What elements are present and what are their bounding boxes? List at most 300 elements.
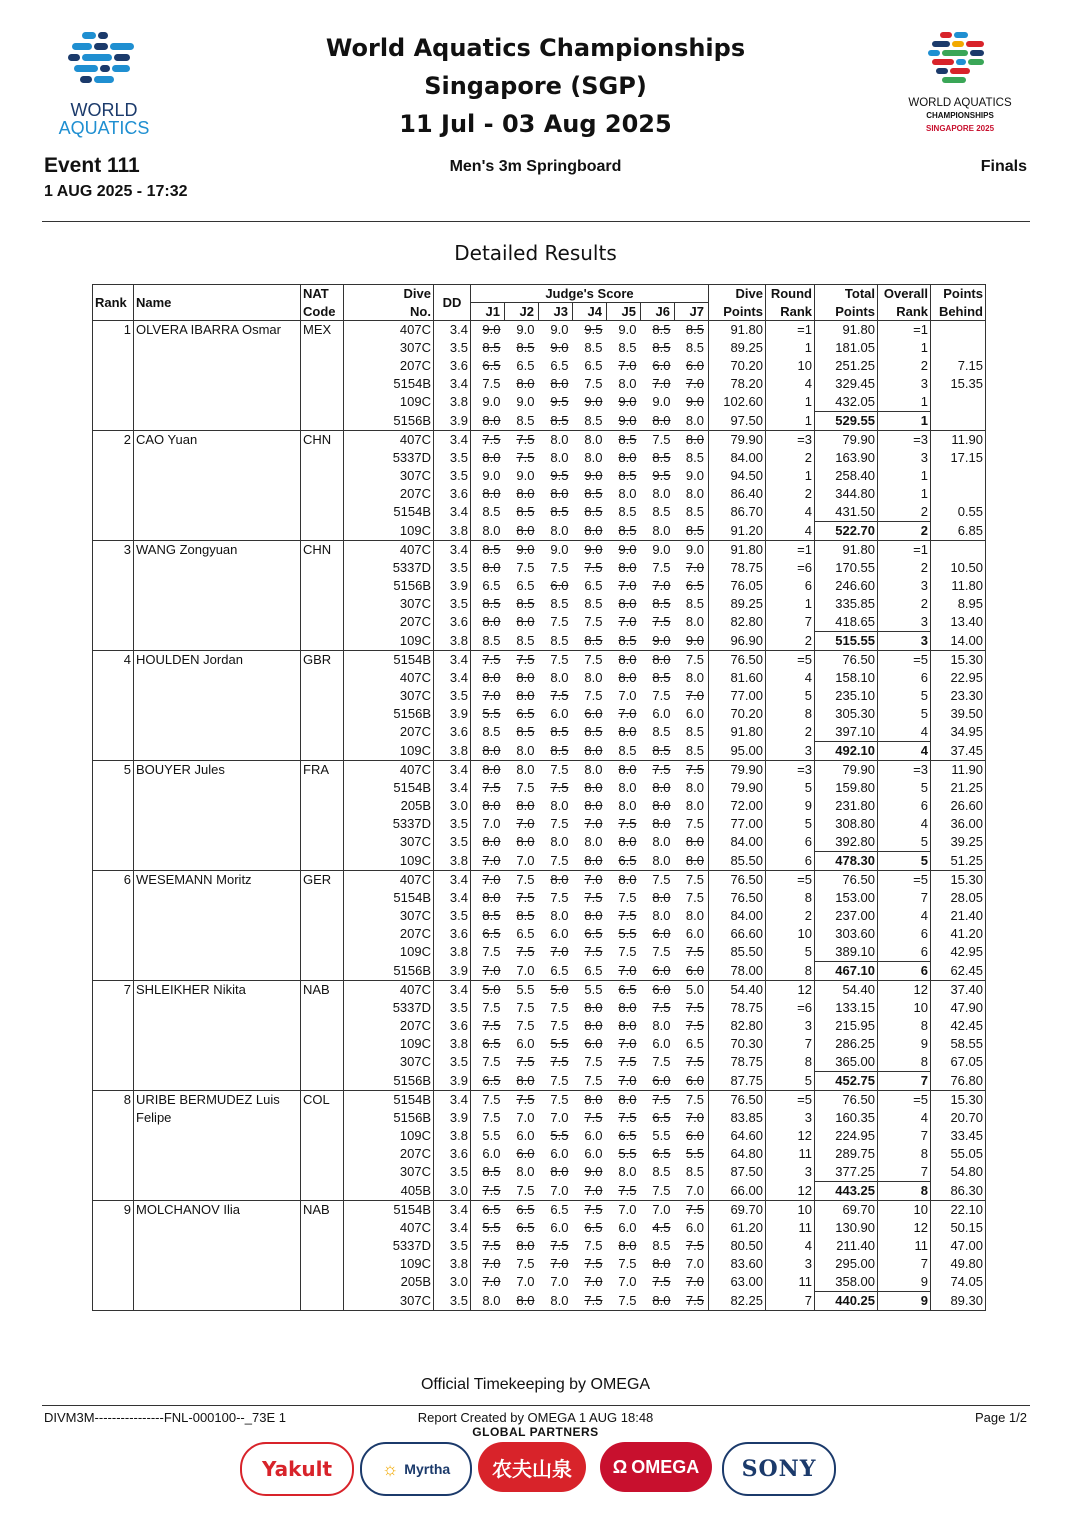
judge-score-6: 8.0 [652,486,671,501]
col-round-rank: Round [766,285,815,303]
judge-score-3: 5.0 [539,981,573,1000]
athlete-nat [301,1145,344,1163]
degree-of-difficulty: 3.5 [434,559,471,577]
athlete-nat [301,449,344,467]
dive-points: 79.90 [709,779,766,797]
athlete-nat [301,779,344,797]
athlete-rank [93,1273,134,1292]
points-behind: 26.60 [931,797,986,815]
athlete-name [134,1035,301,1053]
judge-score-3: 6.0 [550,1220,569,1235]
judge-score-5: 7.5 [618,1110,637,1125]
judge-score-5: 7.0 [618,358,637,373]
athlete-rank: 7 [93,981,134,1000]
dive-row [93,962,986,981]
judge-score-3: 7.5 [539,1091,573,1110]
col-nat: NAT [301,285,344,303]
total-points: 237.00 [815,907,878,925]
dive-number: 5154B [344,1201,434,1220]
dive-number: 109C [344,852,434,871]
judge-score-7: 7.5 [685,890,704,905]
judge-score-3: 6.5 [550,358,569,373]
judge-score-7: 5.5 [685,1146,704,1161]
judge-score-6: 7.5 [652,1000,671,1015]
judge-score-3: 7.5 [550,1000,569,1015]
dive-row [93,613,986,632]
points-behind [931,321,986,340]
omega-icon: Ω [612,1456,628,1477]
judge-score-5: 8.0 [618,670,637,685]
judge-score-1: 6.5 [471,1035,505,1053]
judge-score-2: 8.5 [516,632,535,648]
dive-number: 109C [344,1255,434,1273]
athlete-name [134,595,301,613]
judge-score-2: 7.5 [516,780,535,795]
overall-rank: 12 [878,981,931,1000]
dive-row [93,742,986,761]
athlete-rank [93,889,134,907]
judge-score-2: 5.5 [505,981,539,1000]
dive-points: 87.75 [709,1072,766,1091]
judge-score-4: 6.0 [584,706,603,721]
judge-score-3: 8.0 [550,522,569,538]
overall-rank: =3 [878,431,931,450]
judge-score-7: 7.0 [685,376,704,391]
points-behind: 62.45 [931,962,986,981]
dive-number: 407C [344,871,434,890]
athlete-rank [93,1035,134,1053]
judge-score-1: 8.5 [471,339,505,357]
judge-score-6: 7.5 [652,614,671,630]
points-behind: 21.40 [931,907,986,925]
judge-score-7: 7.5 [685,816,704,831]
points-behind: 7.15 [931,357,986,375]
points-behind: 36.00 [931,815,986,833]
judge-score-2: 8.0 [516,742,535,758]
judge-score-2: 6.5 [505,1201,539,1220]
overall-rank: 6 [878,797,931,815]
judge-score-7: 8.0 [685,614,704,630]
athlete-name [134,1273,301,1292]
judge-score-7: 8.5 [685,1164,704,1180]
dive-points: 86.70 [709,503,766,522]
athlete-name [134,1255,301,1273]
athlete-rank [93,1163,134,1182]
judge-score-6: 6.0 [641,981,675,1000]
points-behind: 13.40 [931,613,986,632]
results-body [93,321,986,1311]
sponsor-omega [600,1442,712,1492]
judge-score-4: 7.5 [584,1072,603,1088]
judge-score-4: 8.5 [584,724,603,740]
round-rank: 10 [766,925,815,943]
judge-score-7: 6.0 [685,1128,704,1143]
points-behind [931,412,986,431]
judge-score-7: 7.0 [685,1110,704,1125]
judge-score-5: 8.0 [618,834,637,850]
total-points: 515.55 [815,632,878,651]
dive-points: 77.00 [709,687,766,705]
judge-score-1: 8.5 [471,1163,505,1182]
judge-score-3: 7.5 [550,1054,569,1070]
col-dive: Dive [344,285,434,303]
overall-rank: 5 [878,779,931,797]
timekeeping-note: Official Timekeeping by OMEGA [420,1376,651,1393]
total-points: 170.55 [815,559,878,577]
dive-points: 64.80 [709,1145,766,1163]
sponsor-myrtha [360,1442,472,1496]
total-points: 153.00 [815,889,878,907]
judge-score-7: 7.5 [675,761,709,780]
col-dd: DD [434,285,471,321]
overall-rank: 1 [878,393,931,412]
degree-of-difficulty: 3.6 [434,925,471,943]
dive-points: 84.00 [709,449,766,467]
championship-dates: 11 Jul - 03 Aug 2025 [399,110,672,138]
dive-points: 61.20 [709,1219,766,1237]
judge-score-3: 8.5 [550,504,569,520]
judge-score-3: 7.5 [539,761,573,780]
judge-score-4: 8.0 [584,908,603,923]
dive-points: 94.50 [709,467,766,485]
judge-score-1: 9.0 [471,321,505,340]
degree-of-difficulty: 3.4 [434,871,471,890]
overall-rank: 5 [878,705,931,723]
overall-rank: 3 [878,449,931,467]
col-overall-rank-2: Rank [878,303,931,321]
judge-score-4: 7.5 [573,1201,607,1220]
total-points: 133.15 [815,999,878,1017]
judge-score-5: 8.5 [618,340,637,355]
judge-score-2: 8.5 [516,908,535,923]
dive-row [93,705,986,723]
judge-score-7: 6.5 [685,1036,704,1051]
dive-points: 89.25 [709,339,766,357]
total-points: 529.55 [815,412,878,431]
athlete-name [134,1072,301,1091]
overall-rank: =5 [878,1091,931,1110]
round-rank: 1 [766,467,815,485]
judge-score-5: 7.5 [618,908,637,923]
total-points: 91.80 [815,541,878,560]
judge-score-3: 8.0 [550,798,569,813]
overall-rank: 6 [878,669,931,687]
athlete-nat: CHN [301,431,344,450]
judge-score-5: 7.0 [618,1072,637,1088]
round-rank: 11 [766,1219,815,1237]
round-rank: 1 [766,393,815,412]
judge-score-1: 8.0 [471,485,505,503]
judge-score-1: 8.5 [471,632,505,651]
round-rank: 2 [766,723,815,742]
athlete-nat [301,613,344,632]
judge-score-4: 6.5 [584,1220,603,1235]
judge-score-5: 7.0 [618,578,637,593]
judge-score-1: 6.0 [471,1145,505,1163]
judge-score-2: 8.0 [516,486,535,501]
judge-score-1: 7.5 [471,1017,505,1035]
dive-number: 207C [344,357,434,375]
athlete-name [134,962,301,981]
total-points: 303.60 [815,925,878,943]
judge-score-1: 8.5 [471,595,505,613]
judge-score-7: 7.0 [685,1274,704,1290]
judge-score-4: 6.0 [584,1146,603,1161]
round-rank: 7 [766,1292,815,1311]
degree-of-difficulty: 3.4 [434,1091,471,1110]
judge-score-5: 8.0 [618,560,637,575]
judge-score-6: 8.0 [652,816,671,831]
dive-points: 66.00 [709,1182,766,1201]
athlete-rank [93,613,134,632]
athlete-name [134,393,301,412]
total-points: 418.65 [815,613,878,632]
col-judges: Judge's Score [471,285,709,303]
judge-score-1: 7.5 [471,999,505,1017]
judge-score-2: 7.5 [505,871,539,890]
logo-left-line2: AQUATICS [58,118,150,138]
dive-points: 102.60 [709,393,766,412]
athlete-name [134,485,301,503]
athlete-nat: NAB [301,1201,344,1220]
total-points: 289.75 [815,1145,878,1163]
dive-points: 82.25 [709,1292,766,1311]
dive-number: 407C [344,321,434,340]
points-behind: 22.10 [931,1201,986,1220]
points-behind: 15.30 [931,651,986,670]
dive-row [93,871,986,890]
athlete-name: WESEMANN Moritz [134,871,301,890]
judge-score-1: 8.0 [471,889,505,907]
judge-score-1: 9.0 [471,393,505,412]
athlete-rank: 4 [93,651,134,670]
judge-score-5: 7.5 [618,816,637,831]
dive-row [93,723,986,742]
judge-score-1: 8.0 [471,833,505,852]
athlete-name [134,1182,301,1201]
overall-rank: 4 [878,723,931,742]
athlete-nat [301,467,344,485]
col-total-points: Total [815,285,878,303]
dive-row [93,907,986,925]
dive-number: 407C [344,431,434,450]
athlete-name [134,687,301,705]
overall-rank: 3 [878,577,931,595]
judge-score-4: 8.0 [584,798,603,813]
event-datetime: 1 AUG 2025 - 17:32 [44,183,188,200]
total-points: 258.40 [815,467,878,485]
athlete-nat [301,687,344,705]
dive-row [93,852,986,871]
degree-of-difficulty: 3.6 [434,1017,471,1035]
judge-score-4: 7.0 [584,1274,603,1290]
judge-score-5: 8.5 [618,522,637,538]
col-nat-code: Code [301,303,344,321]
judge-score-3: 8.5 [550,742,569,758]
athlete-nat: GER [301,871,344,890]
judge-score-2: 8.0 [516,688,535,703]
judge-score-7: 6.0 [685,358,704,373]
judge-score-1: 5.5 [471,705,505,723]
dive-row [93,1182,986,1201]
sponsor-nongfu: 农夫山泉 [478,1442,586,1492]
judge-score-5: 8.0 [618,1164,637,1180]
degree-of-difficulty: 3.5 [434,999,471,1017]
judge-score-3: 7.0 [550,1274,569,1290]
judge-score-4: 8.0 [573,431,607,450]
championship-title: World Aquatics Championships [325,34,746,62]
total-points: 224.95 [815,1127,878,1145]
judge-score-7: 8.5 [685,450,704,465]
col-j2: J2 [505,303,539,321]
judge-score-6: 6.0 [652,706,671,721]
degree-of-difficulty: 3.8 [434,1255,471,1273]
col-dive-points-2: Points [709,303,766,321]
dive-number: 5154B [344,779,434,797]
judge-score-5: 7.0 [618,614,637,630]
dive-number: 207C [344,1017,434,1035]
judge-score-7: 8.0 [685,412,704,428]
dive-points: 87.50 [709,1163,766,1182]
col-j1: J1 [471,303,505,321]
dive-number: 5156B [344,1072,434,1091]
degree-of-difficulty: 3.6 [434,723,471,742]
event-name: Men's 3m Springboard [449,158,622,175]
judge-score-4: 7.0 [584,816,603,831]
athlete-nat [301,1255,344,1273]
judge-score-1: 7.0 [471,871,505,890]
judge-score-3: 6.0 [550,578,569,593]
dive-number: 5154B [344,651,434,670]
judge-score-4: 8.0 [584,852,603,868]
athlete-rank [93,1072,134,1091]
col-j3: J3 [539,303,573,321]
points-behind: 21.25 [931,779,986,797]
athlete-rank [93,375,134,393]
round-rank: 1 [766,339,815,357]
judge-score-1: 7.0 [471,852,505,871]
round-rank: =6 [766,559,815,577]
overall-rank: 2 [878,503,931,522]
athlete-name: MOLCHANOV Ilia [134,1201,301,1220]
dive-number: 307C [344,467,434,485]
round-rank: =6 [766,999,815,1017]
dive-points: 91.80 [709,321,766,340]
sponsor-sony: SONY [722,1442,836,1496]
dive-number: 307C [344,339,434,357]
overall-rank: 2 [878,595,931,613]
points-behind: 11.90 [931,761,986,780]
athlete-rank [93,1182,134,1201]
dive-row [93,1273,986,1292]
dive-points: 78.00 [709,962,766,981]
dive-row [93,925,986,943]
dive-row [93,889,986,907]
judge-score-1: 8.0 [471,522,505,541]
dive-points: 83.60 [709,1255,766,1273]
total-points: 246.60 [815,577,878,595]
judge-score-3: 9.0 [539,321,573,340]
judge-score-1: 5.5 [471,1219,505,1237]
judge-score-5: 5.5 [618,926,637,941]
overall-rank: 6 [878,943,931,962]
dive-number: 307C [344,595,434,613]
athlete-rank [93,632,134,651]
dive-row [93,467,986,485]
judge-score-6: 6.5 [652,1110,671,1125]
footer-divider [42,1405,1030,1406]
athlete-nat [301,1273,344,1292]
dive-points: 78.75 [709,1053,766,1072]
degree-of-difficulty: 3.4 [434,669,471,687]
judge-score-5: 8.0 [618,1018,637,1033]
round-rank: 8 [766,889,815,907]
dive-number: 407C [344,981,434,1000]
judge-score-7: 8.0 [685,798,704,813]
dive-row [93,1072,986,1091]
judge-score-1: 7.5 [471,1091,505,1110]
dive-row [93,943,986,962]
judge-score-4: 8.0 [584,834,603,850]
judge-score-7: 7.5 [685,1018,704,1033]
points-behind: 47.90 [931,999,986,1017]
judge-score-2: 6.0 [516,1128,535,1143]
dive-points: 96.90 [709,632,766,651]
athlete-nat: GBR [301,651,344,670]
dive-number: 109C [344,943,434,962]
judge-score-2: 7.0 [516,1110,535,1125]
dive-number: 5154B [344,503,434,522]
overall-rank: 11 [878,1237,931,1255]
dive-row [93,1201,986,1220]
degree-of-difficulty: 3.9 [434,412,471,431]
athlete-name: Felipe [134,1109,301,1127]
judge-score-1: 6.5 [471,1201,505,1220]
dive-points: 82.80 [709,1017,766,1035]
round-rank: 8 [766,705,815,723]
athlete-nat [301,595,344,613]
degree-of-difficulty: 3.5 [434,815,471,833]
judge-score-1: 7.5 [471,943,505,962]
athlete-nat [301,1292,344,1311]
judge-score-2: 6.0 [516,1146,535,1161]
logo-right-line3: SINGAPORE 2025 [925,124,995,133]
judge-score-3: 6.5 [550,962,569,978]
dive-row [93,833,986,852]
judge-score-7: 8.0 [675,431,709,450]
judge-score-3: 7.5 [550,1072,569,1088]
dive-points: 82.80 [709,613,766,632]
round-rank: 6 [766,833,815,852]
dive-row [93,1292,986,1311]
degree-of-difficulty: 3.5 [434,339,471,357]
judge-score-7: 8.5 [685,724,704,740]
points-behind: 89.30 [931,1292,986,1311]
points-behind: 11.80 [931,577,986,595]
judge-score-3: 7.0 [550,944,569,960]
degree-of-difficulty: 3.5 [434,1237,471,1255]
degree-of-difficulty: 3.4 [434,1219,471,1237]
judge-score-2: 8.0 [516,1164,535,1180]
athlete-name [134,669,301,687]
dive-row [93,412,986,431]
round-rank: 5 [766,943,815,962]
dive-number: 109C [344,1127,434,1145]
judge-score-4: 8.0 [584,670,603,685]
round-rank: 2 [766,449,815,467]
total-points: 335.85 [815,595,878,613]
judge-score-6: 6.0 [652,1072,671,1088]
